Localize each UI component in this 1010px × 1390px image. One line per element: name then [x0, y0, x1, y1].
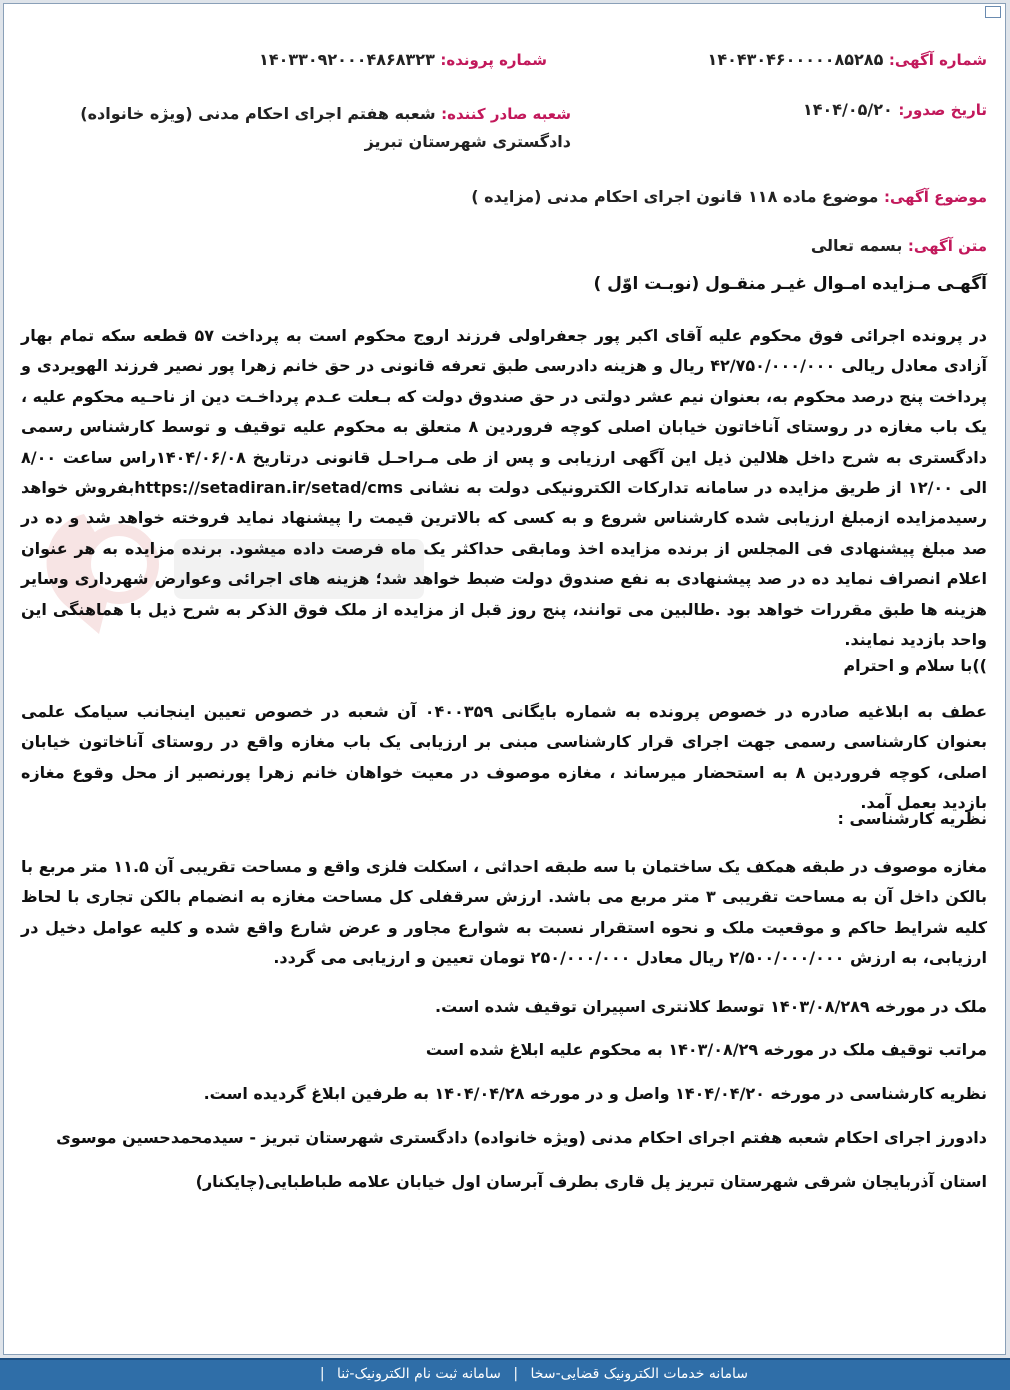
notice-number-label: شماره آگهی: [888, 51, 987, 69]
notice-number-row [708, 50, 987, 69]
issue-date: ۱۴۰۴/۰۵/۲۰ [802, 100, 893, 119]
subject-text: موضوع ماده ۱۱۸ قانون اجرای احکام مدنی (مزایده ) [471, 187, 879, 206]
case-number: ۱۴۰۳۳۰۹۲۰۰۰۴۸۶۸۳۲۳ [259, 50, 435, 69]
footer-link-sakha[interactable]: سامانه خدمات الکترونیک قضایی-سخا [530, 1366, 748, 1382]
footer-link-sana[interactable]: سامانه ثبت نام الکترونیک-ثنا [337, 1366, 501, 1382]
case-number-row [259, 50, 547, 69]
expert-opinion-paragraph: مغازه موصوف در طبقه همکف یک ساختمان با سه طبقه احداثی ، اسکلت فلزی واقع و مساحت تقریبی آن ۱۱.۵ متر مربع با بالکن داخل آن به مساحت تقریبی ۳ متر مربع می باشد. ارزش سرقفلی کل مساحت مغازه به انضمام بالکن تجاری با لحاظ کلیه شرایط حاکم و موقعیت ملک و نحوه استقرار نسبت به شوارع مجاور و عرض شارع واقع شده و کلیه عوامل دخیل در ارزیابی، به ارزش ۲/۵۰۰/۰۰۰/۰۰۰ ریال معادل ۲۵۰/۰۰۰/۰۰۰ تومان تعیین و ارزیابی می گردد. [21, 857, 988, 968]
auction-heading: آگهـی مـزایده امـوال غیـر منقـول (نوبـت اوّل ) [593, 274, 987, 294]
address-line: استان آذربایجان شرقی شهرستان تبریز پل قاری بطرف آبرسان اول خیابان علامه طباطبایی(چایکنار) [195, 1172, 987, 1191]
auction-paragraph-a: در پرونده اجرائی فوق محکوم علیه آقای اکبر پور جعفراولی فرزند اروج محکوم است به پرداخت ۵۷ قطعه سکه تمام بهار آزادی معادل ریالی ۴۲/۷۵۰/۰۰۰/۰۰۰ ریال و هزینه دادرسی طبق تعرفه قانونی در حق خانم زهرا پور نصیر فرزند الهویردی و پرداخت پنج درصد محکوم به، بعنوان نیم عشر دولتی در حق صندوق دولت که بـعلت عـدم پرداخـت دین از ناحـیه محکوم علیه ، یک باب مغازه در روستای آناخاتون خیابان اصلی کوچه فروردین ۸ متعلق به محکوم علیه توقیف و توسط کارشناس رسمی دادگستری به شرح داخل هلالین ذیل این آگهی ارزیابی و پس از طی مـراحـل قانونی درتاریخ ۱۴۰۴/۰۶/۰۸راس ساعت ۸/۰۰ الی ۱۲/۰۰ از طریق مزایده در سامانه تدارکات الکترونیکی دولت به نشانی [21, 326, 988, 498]
issuer-label: شعبه صادر کننده: [441, 105, 571, 123]
footer-separator: | [513, 1366, 519, 1382]
issuer-name: شعبه هفتم اجرای احکام مدنی (ویژه خانواده) دادگستری شهرستان تبریز [80, 104, 571, 151]
setad-url-link[interactable]: https://setadiran.ir/setad/cms [134, 478, 403, 498]
officer-line: دادورز اجرای احکام شعبه هفتم اجرای احکام مدنی (ویژه خانواده) دادگستری شهرستان تبریز - سیدمحمدحسین موسوی [56, 1128, 987, 1147]
greeting-text: ))با سلام و احترام [843, 656, 987, 675]
subject-row [471, 187, 987, 206]
seizure-date-line: ملک در مورخه ۱۴۰۳/۰۸/۲۸۹ توسط کلانتری اسپیران توقیف شده است. [435, 997, 987, 1016]
case-number-label: شماره پرونده: [440, 51, 547, 69]
issue-date-row [803, 100, 987, 119]
auction-paragraph [21, 321, 987, 655]
auction-paragraph-b: بفروش خواهد رسیدمزایده ازمبلغ ارزیابی شده کارشناس شروع و به کسی که بالاترین قیمت را پیشنهاد نماید فروخته خواهد شد و ده در صد مبلغ پیشنهادی فی المجلس از برنده مزایده اخذ ومابقی حداکثر یک ماه فرصت داده میشود. برنده مزایده به هر عنوان اعلام انصراف نماید ده در صد پیشنهادی به نفع صندوق دولت ضبط خواهد شد؛ هزینه های اجرائی وعوارض شهرداری وسایر هزینه ها طبق مقررات خواهد بود .طالبین می توانند، پنج روز قبل از مزایده از ملک فوق الذکر به شرح ذیل با هماهنگی این واحد بازدید نمایند. [21, 478, 987, 650]
expert-letter-paragraph: عطف به ابلاغیه صادره در خصوص پرونده به شماره بایگانی ۰۴۰۰۳۵۹ آن شعبه در خصوص تعیین اینجانب سیامک علمی بعنوان کارشناسی رسمی جهت اجرای قرار کارشناسی مبنی بر ارزیابی یک باب مغازه واقع در روستای آناخاتون خیابان اصلی، کوچه فروردین ۸ به استحضار میرساند ، مغازه موصوف در معیت خواهان خانم زهرا پورنصیر از محل وقوع مغازه بازدید بعمل آمد. [21, 702, 988, 813]
notice-text-label: متن آگهی: [907, 237, 987, 255]
seizure-notice-line: مراتب توقیف ملک در مورخه ۱۴۰۳/۰۸/۲۹ به محکوم علیه ابلاغ شده است [425, 1040, 987, 1059]
footer-separator-end: | [319, 1366, 325, 1382]
opinion-received-line: نظریه کارشناسی در مورخه ۱۴۰۴/۰۴/۲۰ واصل و در مورخه ۱۴۰۴/۰۴/۲۸ به طرفین ابلاغ گردیده است. [203, 1084, 987, 1103]
subject-label: موضوع آگهی: [883, 188, 987, 206]
issue-date-label: تاریخ صدور: [898, 101, 987, 119]
expert-opinion-title: نظریه کارشناسی : [837, 809, 987, 828]
issuer-row [51, 100, 571, 156]
footer-bar [0, 1358, 1010, 1390]
notice-number: ۱۴۰۴۳۰۴۶۰۰۰۰۰۸۵۲۸۵ [707, 50, 884, 69]
notice-panel [3, 3, 1006, 1355]
notice-text-intro: بسمه تعالی [810, 236, 903, 255]
notice-text-row [811, 236, 987, 255]
